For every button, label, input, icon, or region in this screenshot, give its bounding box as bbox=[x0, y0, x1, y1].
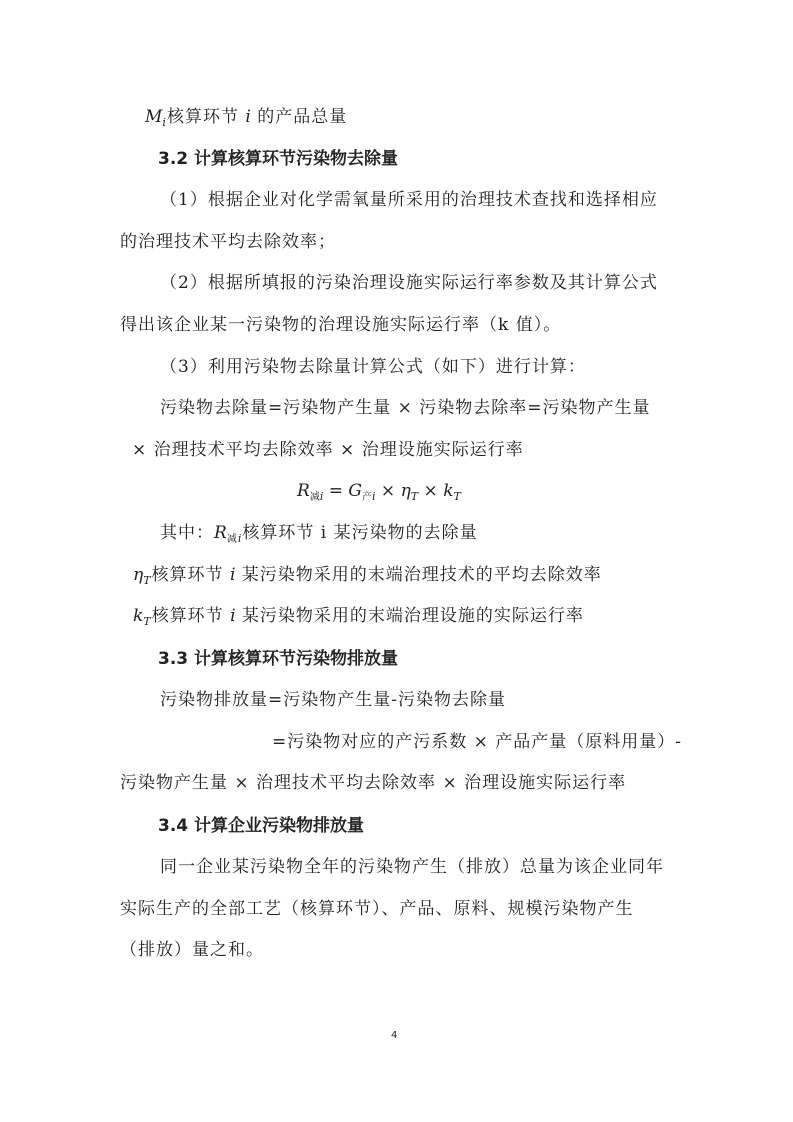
page-number: 4 bbox=[391, 1030, 398, 1041]
paragraph-line: （排放）量之和。 bbox=[120, 940, 264, 960]
math-subscript: T bbox=[410, 490, 419, 503]
math-symbol: η bbox=[133, 565, 144, 585]
equals-sign: = bbox=[323, 481, 349, 501]
math-symbol: k bbox=[133, 606, 144, 626]
math-symbol: η bbox=[400, 481, 411, 501]
where-label: 其中： bbox=[160, 523, 214, 543]
paragraph-line: 同一企业某污染物全年的污染物产生（排放）总量为该企业同年 bbox=[160, 857, 664, 877]
section-heading-3-4: 3.4 计算企业污染物排放量 bbox=[158, 816, 365, 836]
math-symbol: R bbox=[214, 523, 227, 543]
formula-text-line: 污染物产生量 × 治理技术平均去除效率 × 治理设施实际运行率 bbox=[120, 773, 627, 793]
math-variable: i bbox=[230, 606, 236, 626]
math-subscript: T bbox=[143, 574, 152, 587]
paragraph-line: （3）利用污染物去除量计算公式（如下）进行计算： bbox=[160, 357, 586, 377]
math-subscript: 产 bbox=[362, 492, 372, 503]
where-clause bbox=[160, 522, 478, 551]
math-symbol: G bbox=[348, 481, 362, 501]
math-symbol: M bbox=[145, 107, 163, 127]
math-subscript: i bbox=[237, 532, 243, 545]
math-subscript: i bbox=[319, 490, 324, 503]
paragraph-line: 实际生产的全部工艺（核算环节）、产品、原料、规模污染物产生 bbox=[120, 899, 634, 919]
math-variable: i bbox=[229, 565, 236, 585]
formula-text-line: × 治理技术平均去除效率 × 治理设施实际运行率 bbox=[132, 440, 524, 460]
paragraph-line: （1）根据企业对化学需氧量所采用的治理技术查找和选择相应 bbox=[160, 190, 658, 210]
paragraph-line: （2）根据所填报的污染治理设施实际运行率参数及其计算公式 bbox=[160, 273, 658, 293]
definition-eta bbox=[133, 564, 602, 592]
times-sign: × bbox=[375, 481, 401, 501]
times-sign: × bbox=[418, 481, 444, 501]
removal-equation bbox=[297, 480, 461, 509]
math-subscript: T bbox=[453, 490, 461, 503]
math-subscript: T bbox=[143, 615, 152, 628]
definition-text: 某污染物采用的末端治理设施的实际运行率 bbox=[235, 606, 584, 626]
math-subscript: 减 bbox=[226, 534, 238, 545]
math-subscript: i bbox=[372, 490, 376, 503]
definition-mi bbox=[145, 106, 347, 134]
definition-text: 某污染物采用的末端治理技术的平均去除效率 bbox=[235, 565, 602, 585]
math-variable: i bbox=[245, 107, 251, 127]
definition-text: 的产品总量 bbox=[250, 107, 348, 127]
definition-text: 核算环节 bbox=[166, 107, 246, 127]
math-subscript: i bbox=[162, 116, 167, 129]
formula-text-line: =污染物对应的产污系数 × 产品产量（原料用量）- bbox=[272, 732, 683, 752]
paragraph-line: 得出该企业某一污染物的治理设施实际运行率（k 值）。 bbox=[120, 315, 562, 335]
section-heading-3-2: 3.2 计算核算环节污染物去除量 bbox=[158, 149, 399, 169]
definition-k bbox=[133, 605, 584, 633]
math-symbol: k bbox=[443, 481, 454, 501]
definition-text: 核算环节 i 某污染物的去除量 bbox=[242, 523, 478, 543]
math-subscript: 减 bbox=[309, 492, 320, 503]
math-symbol: R bbox=[297, 481, 310, 501]
section-heading-3-3: 3.3 计算核算环节污染物排放量 bbox=[158, 649, 399, 669]
formula-text-line: 污染物排放量=污染物产生量-污染物去除量 bbox=[160, 690, 506, 710]
formula-text-line: 污染物去除量=污染物产生量 × 污染物去除率=污染物产生量 bbox=[160, 398, 651, 418]
definition-text: 核算环节 bbox=[151, 606, 231, 626]
paragraph-line: 的治理技术平均去除效率； bbox=[120, 232, 336, 252]
definition-text: 核算环节 bbox=[151, 565, 230, 585]
